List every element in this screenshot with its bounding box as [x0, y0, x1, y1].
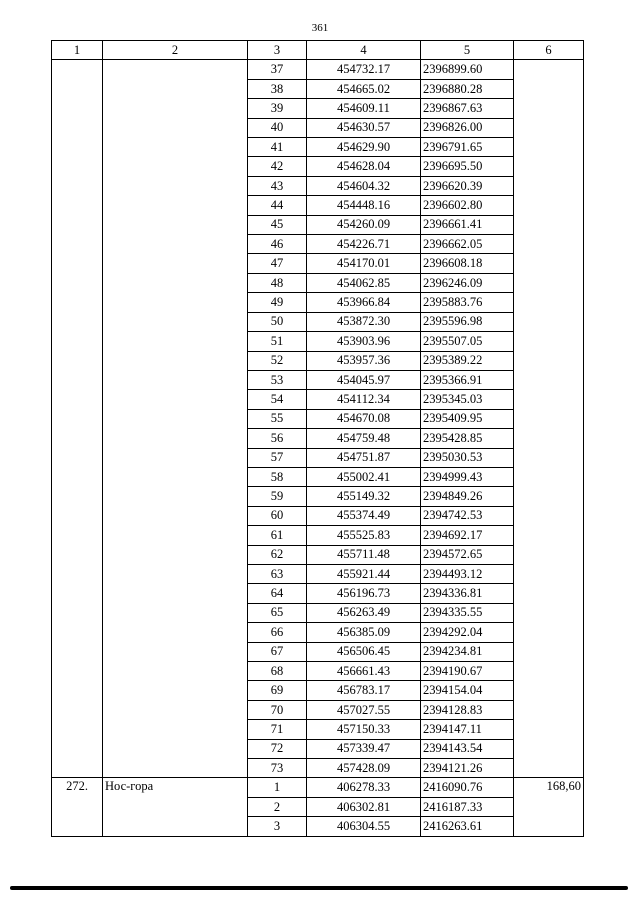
- x-coordinate-cell: 455149.32: [307, 487, 421, 506]
- y-coordinate-cell: 2394154.04: [421, 681, 514, 700]
- x-coordinate-cell: 454226.71: [307, 235, 421, 254]
- y-coordinate-cell: 2396899.60: [421, 60, 514, 79]
- y-coordinate-cell: 2394234.81: [421, 642, 514, 661]
- point-number-cell: 39: [248, 99, 307, 118]
- x-coordinate-cell: 455374.49: [307, 506, 421, 525]
- y-coordinate-cell: 2396695.50: [421, 157, 514, 176]
- point-number-cell: 50: [248, 312, 307, 331]
- point-number-cell: 65: [248, 603, 307, 622]
- x-coordinate-cell: 454604.32: [307, 176, 421, 195]
- point-number-cell: 46: [248, 235, 307, 254]
- x-coordinate-cell: 454170.01: [307, 254, 421, 273]
- y-coordinate-cell: 2396620.39: [421, 176, 514, 195]
- entry-number-cell: [52, 60, 103, 778]
- x-coordinate-cell: 454062.85: [307, 273, 421, 292]
- point-number-cell: 66: [248, 623, 307, 642]
- entry-name-cell: [103, 60, 248, 778]
- y-coordinate-cell: 2394999.43: [421, 467, 514, 486]
- y-coordinate-cell: 2396246.09: [421, 273, 514, 292]
- x-coordinate-cell: 455711.48: [307, 545, 421, 564]
- point-number-cell: 43: [248, 176, 307, 195]
- y-coordinate-cell: 2394147.11: [421, 720, 514, 739]
- point-number-cell: 55: [248, 409, 307, 428]
- x-coordinate-cell: 406302.81: [307, 797, 421, 816]
- point-number-cell: 52: [248, 351, 307, 370]
- point-number-cell: 56: [248, 429, 307, 448]
- entry-number-cell: 272.: [52, 778, 103, 836]
- y-coordinate-cell: 2394572.65: [421, 545, 514, 564]
- x-coordinate-cell: 454630.57: [307, 118, 421, 137]
- x-coordinate-cell: 406304.55: [307, 817, 421, 836]
- y-coordinate-cell: 2394493.12: [421, 564, 514, 583]
- x-coordinate-cell: 454628.04: [307, 157, 421, 176]
- y-coordinate-cell: 2416090.76: [421, 778, 514, 797]
- point-number-cell: 72: [248, 739, 307, 758]
- x-coordinate-cell: 457027.55: [307, 700, 421, 719]
- point-number-cell: 71: [248, 720, 307, 739]
- header-cell: 2: [103, 41, 248, 60]
- header-cell: 3: [248, 41, 307, 60]
- x-coordinate-cell: 454759.48: [307, 429, 421, 448]
- point-number-cell: 59: [248, 487, 307, 506]
- x-coordinate-cell: 457339.47: [307, 739, 421, 758]
- header-row: [52, 41, 584, 60]
- x-coordinate-cell: 456661.43: [307, 662, 421, 681]
- point-number-cell: 1: [248, 778, 307, 797]
- y-coordinate-cell: 2395596.98: [421, 312, 514, 331]
- point-number-cell: 68: [248, 662, 307, 681]
- y-coordinate-cell: 2394292.04: [421, 623, 514, 642]
- y-coordinate-cell: 2395409.95: [421, 409, 514, 428]
- y-coordinate-cell: 2395507.05: [421, 332, 514, 351]
- point-number-cell: 38: [248, 79, 307, 98]
- point-number-cell: 64: [248, 584, 307, 603]
- y-coordinate-cell: 2394335.55: [421, 603, 514, 622]
- point-number-cell: 42: [248, 157, 307, 176]
- area-cell: 168,60: [514, 778, 584, 836]
- y-coordinate-cell: 2394336.81: [421, 584, 514, 603]
- x-coordinate-cell: 454609.11: [307, 99, 421, 118]
- point-number-cell: 60: [248, 506, 307, 525]
- x-coordinate-cell: 454732.17: [307, 60, 421, 79]
- table-row: [52, 778, 584, 797]
- point-number-cell: 48: [248, 273, 307, 292]
- point-number-cell: 2: [248, 797, 307, 816]
- x-coordinate-cell: 456196.73: [307, 584, 421, 603]
- point-number-cell: 3: [248, 817, 307, 836]
- point-number-cell: 61: [248, 526, 307, 545]
- x-coordinate-cell: 454112.34: [307, 390, 421, 409]
- point-number-cell: 54: [248, 390, 307, 409]
- point-number-cell: 37: [248, 60, 307, 79]
- y-coordinate-cell: 2394143.54: [421, 739, 514, 758]
- point-number-cell: 40: [248, 118, 307, 137]
- x-coordinate-cell: 453903.96: [307, 332, 421, 351]
- point-number-cell: 53: [248, 370, 307, 389]
- x-coordinate-cell: 457428.09: [307, 759, 421, 778]
- point-number-cell: 69: [248, 681, 307, 700]
- x-coordinate-cell: 453966.84: [307, 293, 421, 312]
- y-coordinate-cell: 2394121.26: [421, 759, 514, 778]
- y-coordinate-cell: 2396826.00: [421, 118, 514, 137]
- y-coordinate-cell: 2394742.53: [421, 506, 514, 525]
- point-number-cell: 45: [248, 215, 307, 234]
- header-cell: 4: [307, 41, 421, 60]
- x-coordinate-cell: 454260.09: [307, 215, 421, 234]
- y-coordinate-cell: 2416187.33: [421, 797, 514, 816]
- point-number-cell: 63: [248, 564, 307, 583]
- x-coordinate-cell: 455525.83: [307, 526, 421, 545]
- x-coordinate-cell: 454629.90: [307, 138, 421, 157]
- y-coordinate-cell: 2396867.63: [421, 99, 514, 118]
- header-cell: 6: [514, 41, 584, 60]
- x-coordinate-cell: 454751.87: [307, 448, 421, 467]
- y-coordinate-cell: 2416263.61: [421, 817, 514, 836]
- x-coordinate-cell: 456506.45: [307, 642, 421, 661]
- point-number-cell: 70: [248, 700, 307, 719]
- y-coordinate-cell: 2394190.67: [421, 662, 514, 681]
- y-coordinate-cell: 2395345.03: [421, 390, 514, 409]
- x-coordinate-cell: 457150.33: [307, 720, 421, 739]
- y-coordinate-cell: 2396661.41: [421, 215, 514, 234]
- footer-rule: [10, 886, 628, 890]
- y-coordinate-cell: 2395030.53: [421, 448, 514, 467]
- point-number-cell: 58: [248, 467, 307, 486]
- x-coordinate-cell: 453957.36: [307, 351, 421, 370]
- table-row: [52, 60, 584, 79]
- header-cell: 1: [52, 41, 103, 60]
- point-number-cell: 49: [248, 293, 307, 312]
- x-coordinate-cell: 455921.44: [307, 564, 421, 583]
- x-coordinate-cell: 454045.97: [307, 370, 421, 389]
- x-coordinate-cell: 453872.30: [307, 312, 421, 331]
- point-number-cell: 44: [248, 196, 307, 215]
- y-coordinate-cell: 2396791.65: [421, 138, 514, 157]
- entry-name-cell: Нос-гора: [103, 778, 248, 836]
- y-coordinate-cell: 2395389.22: [421, 351, 514, 370]
- x-coordinate-cell: 456783.17: [307, 681, 421, 700]
- point-number-cell: 62: [248, 545, 307, 564]
- x-coordinate-cell: 406278.33: [307, 778, 421, 797]
- coordinates-table: [51, 40, 584, 837]
- x-coordinate-cell: 455002.41: [307, 467, 421, 486]
- y-coordinate-cell: 2394692.17: [421, 526, 514, 545]
- y-coordinate-cell: 2396608.18: [421, 254, 514, 273]
- page-number: 361: [311, 22, 329, 34]
- point-number-cell: 73: [248, 759, 307, 778]
- y-coordinate-cell: 2394849.26: [421, 487, 514, 506]
- y-coordinate-cell: 2396880.28: [421, 79, 514, 98]
- x-coordinate-cell: 454670.08: [307, 409, 421, 428]
- x-coordinate-cell: 454665.02: [307, 79, 421, 98]
- y-coordinate-cell: 2395366.91: [421, 370, 514, 389]
- point-number-cell: 51: [248, 332, 307, 351]
- y-coordinate-cell: 2394128.83: [421, 700, 514, 719]
- y-coordinate-cell: 2395428.85: [421, 429, 514, 448]
- point-number-cell: 47: [248, 254, 307, 273]
- y-coordinate-cell: 2395883.76: [421, 293, 514, 312]
- y-coordinate-cell: 2396602.80: [421, 196, 514, 215]
- point-number-cell: 57: [248, 448, 307, 467]
- header-cell: 5: [421, 41, 514, 60]
- x-coordinate-cell: 456263.49: [307, 603, 421, 622]
- point-number-cell: 67: [248, 642, 307, 661]
- point-number-cell: 41: [248, 138, 307, 157]
- x-coordinate-cell: 456385.09: [307, 623, 421, 642]
- x-coordinate-cell: 454448.16: [307, 196, 421, 215]
- y-coordinate-cell: 2396662.05: [421, 235, 514, 254]
- area-cell: [514, 60, 584, 778]
